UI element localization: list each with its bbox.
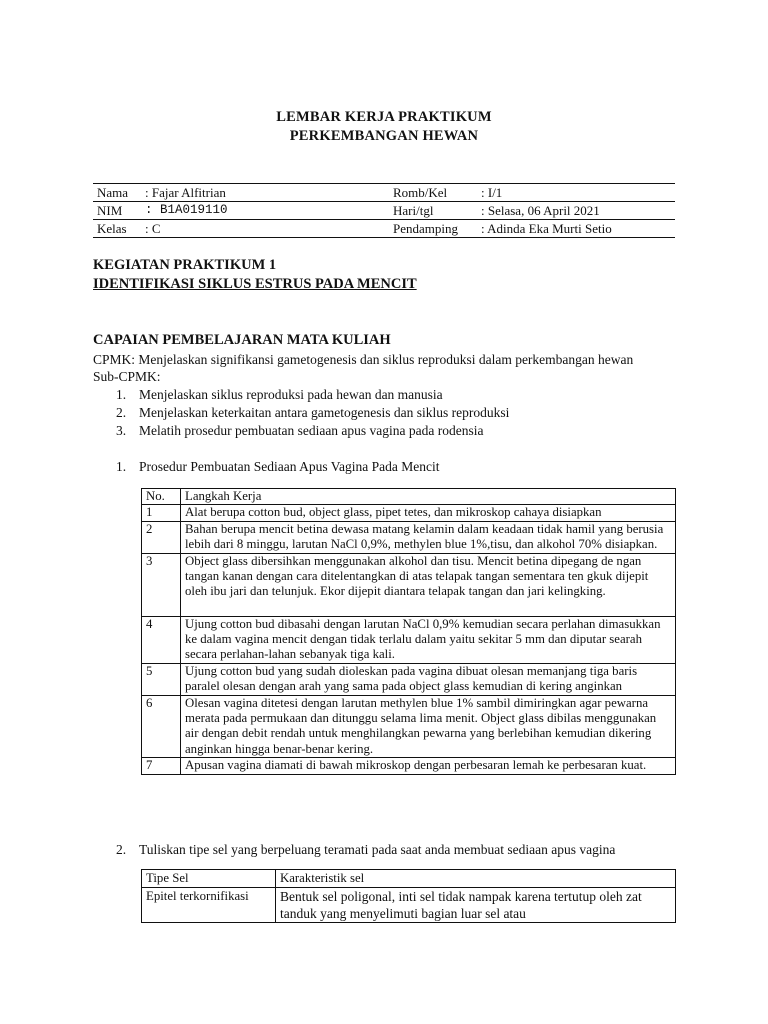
question-1: 1. Prosedur Pembuatan Sediaan Apus Vagina Pada Mencit <box>116 459 440 474</box>
question-2: 2. Tuliskan tipe sel yang berpeluang teramati pada saat anda membuat sediaan apus vagina <box>116 842 616 857</box>
table-row <box>142 888 676 923</box>
table-row <box>142 521 676 553</box>
pendamping-value: : Adinda Eka Murti Setio <box>477 220 675 238</box>
row-number: 2 <box>142 521 181 553</box>
table-header-row <box>142 489 676 505</box>
table-row <box>142 553 676 616</box>
col-type-header: Tipe Sel <box>142 870 276 888</box>
kelas-value: : C <box>141 220 389 238</box>
list-item: 3. Melatih prosedur pembuatan sediaan apus vagina pada rodensia <box>116 423 484 438</box>
table-header-row <box>142 870 676 888</box>
row-number: 4 <box>142 616 181 663</box>
nama-label: Nama <box>97 185 129 200</box>
row-step: Ujung cotton bud dibasahi dengan larutan NaCl 0,9% kemudian secara perlahan dimasukkan ke dalam vagina mencit dengan tidak terlalu dalam yaitu sekitar 5 mm dan diputar searah secara perlahan-lahan sebanyak tiga kali. <box>181 616 676 663</box>
cell-characteristic: Bentuk sel poligonal, inti sel tidak nampak karena tertutup oleh zat tanduk yang menyelimuti bagian luar sel atau <box>276 888 676 923</box>
row-step: Apusan vagina diamati di bawah mikroskop dengan perbesaran lemah ke perbesaran kuat. <box>181 758 676 774</box>
hari-value: : Selasa, 06 April 2021 <box>477 202 675 220</box>
table-row <box>142 505 676 521</box>
row-step: Alat berupa cotton bud, object glass, pipet tetes, dan mikroskop cahaya disiapkan <box>181 505 676 521</box>
kegiatan-subheading: IDENTIFIKASI SIKLUS ESTRUS PADA MENCIT <box>93 276 417 292</box>
nim-label: NIM <box>93 202 141 220</box>
cell-type-table <box>141 869 676 923</box>
row-number: 3 <box>142 553 181 616</box>
row-number: 6 <box>142 695 181 758</box>
table-row <box>142 616 676 663</box>
cell-type: Epitel terkornifikasi <box>142 888 276 923</box>
table-row <box>142 663 676 695</box>
romb-label: Romb/Kel <box>393 185 448 200</box>
table-row <box>142 758 676 774</box>
row-step: Ujung cotton bud yang sudah dioleskan pada vagina dibuat olesan memanjang tiga baris paralel olesan dengan arah yang sama pada object glass kemudian di kering anginkan <box>181 663 676 695</box>
row-number: 1 <box>142 505 181 521</box>
col-char-header: Karakteristik sel <box>276 870 676 888</box>
sub-cpmk-label: Sub-CPMK: <box>93 369 161 384</box>
list-item: 1. Menjelaskan siklus reproduksi pada hewan dan manusia <box>116 387 443 402</box>
kelas-label: Kelas <box>93 220 141 238</box>
row-step: Bahan berupa mencit betina dewasa matang kelamin dalam keadaan tidak hamil yang berusia lebih dari 8 minggu, larutan NaCl 0,9%, methylen blue 1%,tisu, dan alkohol 70% disiapkan. <box>181 521 676 553</box>
kegiatan-heading: KEGIATAN PRAKTIKUM 1 <box>93 257 277 273</box>
cpmk-text: CPMK: Menjelaskan signifikansi gametogenesis dan siklus reproduksi dalam perkembangan hewan <box>93 352 634 367</box>
student-info-table <box>93 183 675 238</box>
document-title: LEMBAR KERJA PRAKTIKUM <box>276 109 492 125</box>
col-no-header: No. <box>142 489 181 505</box>
romb-value: : I/1 <box>481 185 503 200</box>
document-subtitle: PERKEMBANGAN HEWAN <box>289 128 479 144</box>
list-item: 2. Menjelaskan keterkaitan antara gametogenesis dan siklus reproduksi <box>116 405 510 420</box>
row-step: Object glass dibersihkan menggunakan alkohol dan tisu. Mencit betina dipegang de ngan tangan kanan dengan cara ditelentangkan di atas telapak tangan sementara ten gkuk dijepit oleh ibu jari dan telunjuk. Ekor dijepit diantara telapak tangan dan jari kelingking. <box>181 553 676 616</box>
capaian-heading: CAPAIAN PEMBELAJARAN MATA KULIAH <box>93 332 391 348</box>
procedure-table <box>141 488 676 775</box>
row-number: 7 <box>142 758 181 774</box>
row-number: 5 <box>142 663 181 695</box>
col-step-header: Langkah Kerja <box>181 489 676 505</box>
nama-value: : Fajar Alfitrian <box>145 185 226 200</box>
hari-label: Hari/tgl <box>389 202 477 220</box>
nim-value: : B1A019110 <box>141 202 389 220</box>
table-row <box>142 695 676 758</box>
row-step: Olesan vagina ditetesi dengan larutan methylen blue 1% sambil dimiringkan agar pewarna merata pada permukaan dan ditunggu selama lima menit. Object glass dibilas menggunakan air dengan debit rendah untuk menghilangkan pewarna yang berlebihan kemudian dikering anginkan hingga benar-benar kering. <box>181 695 676 758</box>
pendamping-label: Pendamping <box>389 220 477 238</box>
